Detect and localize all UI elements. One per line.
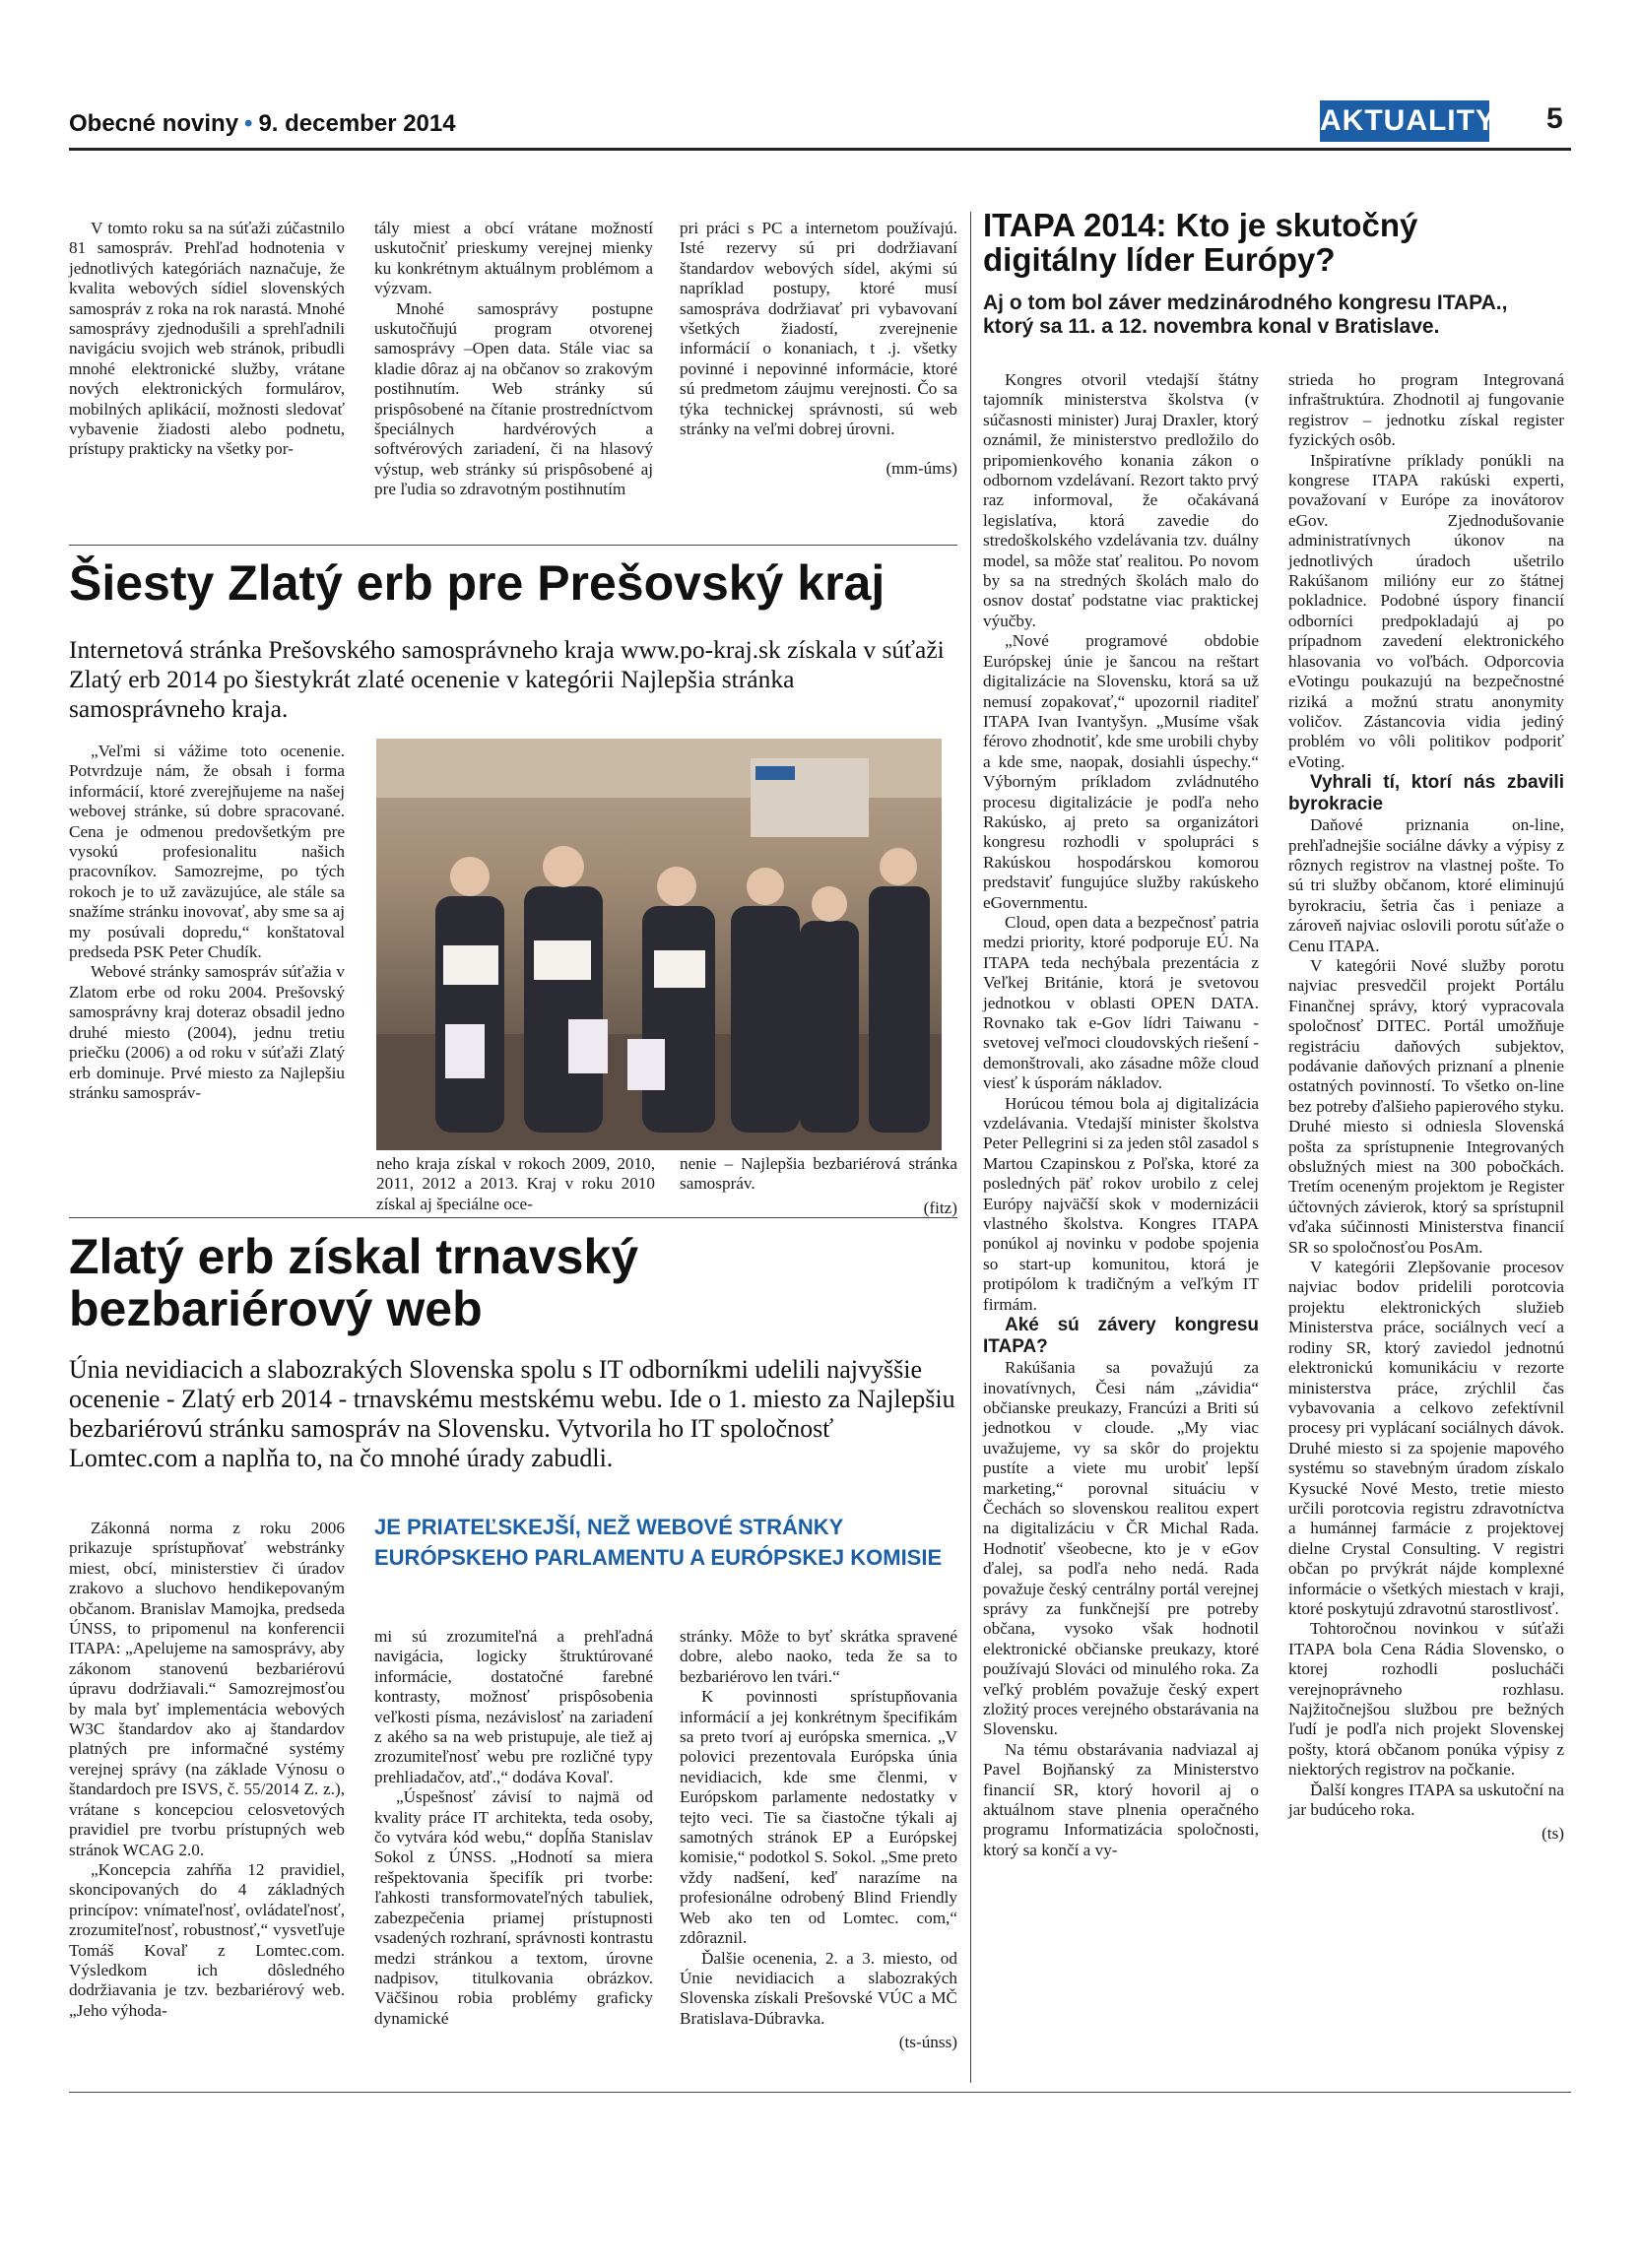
article-lead: Internetová stránka Prešovského samosprávneho kraja www.po-kraj.sk získala v súťaži Zlatý erb 2014 po šiestykrát zlaté ocenenie v kategórii Najlepšia stránka samosprávneho kraja. <box>69 635 945 723</box>
issue-date: 9. december 2014 <box>258 110 456 137</box>
paragraph: pri práci s PC a internetom používajú. Isté rezervy sú pri dodržiavaní štandardov webových sídel, akými sú napríklad postupy, ktoré musí samospráva dodržiavať pri vybavovaní všetkých žiadostí, zverejnenie informácií o konaniach, t .j. všetky povinné i nepovinné informácie, ktoré sú predmetom záujmu verejnosti. Čo sa týka technickej správnosti, sú web stránky na veľmi dobrej úrovni. <box>680 219 957 439</box>
article2-col-3 <box>680 1154 957 1218</box>
article-lead: Aj o tom bol záver medzinárodného kongresu ITAPA., ktorý sa 11. a 12. novembra konal v Bratislave. <box>983 292 1508 338</box>
paragraph: V tomto roku sa na súťaži zúčastnilo 81 samospráv. Prehľad hodnotenia v jednotlivých kategóriách naznačuje, že kvalita webových sídiel slovenských samospráv z roka na rok narastá. Mnohé samosprávy zjednodušili a sprehľadnili navigáciu svojich web stránok, pribudli mnohé elektronické služby, vrátane nových elektronických formulárov, mobilných aplikácií, možnosti sledovať vybavenie žiadosti alebo podnetu, prístupy prakticky na všetky por- <box>69 219 345 459</box>
paragraph: Daňové priznania on-line, prehľadnejšie sociálne dávky a výpisy z rôznych registrov na vlastnej pošte. To sú tri služby občanom, ktoré eliminujú byrokraciu, šetria čas i peniaze a zároveň najviac oslovili porotu súťaže o Cenu ITAPA. <box>1288 815 1564 955</box>
separator-dot: • <box>244 110 253 137</box>
author-signature: (ts) <box>1542 1824 1564 1844</box>
article2-col-2 <box>376 1154 655 1214</box>
intro-col-1 <box>69 219 345 460</box>
paragraph: Horúcou témou bola aj digitalizácia vzdelávania. Vtedajší minister školstva Peter Pellegrini si za jeden stôl zasadol s Martou Czapinskou z Poľska, ktoré za posledných päť rokov urobilo z celej Európy najväčší skok v modernizácii vlastného školstva. Kongres ITAPA ponúkol aj novinku v podobe spojenia so start-up komunitou, ktorá je protipólom k tradičným a veľkým IT firmám. <box>983 1093 1259 1314</box>
paragraph: Cloud, open data a bezpečnosť patria medzi priority, ktoré podporuje EÚ. Na ITAPA teda nechýbala prezentácia z Veľkej Británie, ktorá je svetovou jednotkou v oblasti OPEN DATA. Rovnako tak e-Gov lídri Taiwanu - svetovej veľmoci cloudovských riešení - demonštrovali, ako zásadne môže cloud viesť k úsporám nákladov. <box>983 912 1259 1093</box>
author-signature: (ts-únss) <box>898 2033 957 2052</box>
paragraph: tály miest a obcí vrátane možností uskutočniť prieskumy verejnej mienky ku konkrétnym aktuálnym problémom a výzvam. <box>374 219 653 298</box>
pull-quote-subhead: JE PRIATEĽSKEJŠÍ, NEŽ WEBOVÉ STRÁNKY EURÓPSKEHO PARLAMENTU A EURÓPSKEJ KOMISIE <box>374 1515 943 1570</box>
award-photo <box>376 739 942 1150</box>
divider <box>69 1217 957 1218</box>
article-title: Šiesty Zlatý erb pre Prešovský kraj <box>69 555 886 611</box>
section-subhead: Vyhrali tí, ktorí nás zbavili byrokracie <box>1288 772 1564 815</box>
paragraph: Ďalší kongres ITAPA sa uskutoční na jar budúceho roka. <box>1288 1780 1564 1820</box>
article3-col-1 <box>69 1519 345 2021</box>
paragraph: Na tému obstarávania nadviazal aj Pavel Bojňanský za Ministerstvo financií SR, ktorý hovoril aj o aktuálnom stave plnenia operačného programu Informatizácia spoločnosti, ktorý sa končí a vy- <box>983 1739 1259 1859</box>
page-number: 5 <box>1546 102 1563 135</box>
divider <box>69 545 957 546</box>
paragraph: „Nové programové obdobie Európskej únie je šancou na reštart digitalizácie na Slovensku, ktorá sa už nemusí zopakovať,“ upozornil riaditeľ ITAPA Ivan Ivantyšyn. „Musíme však férovo zhodnotiť, kde sme urobili chyby a kde sme, naopak, dosiahli úspechy.“ Výborným príkladom zvládnutého procesu digitalizácie je podľa neho Rakúsko, aj preto sa organizátori kongresu rozhodli v spolupráci s Rakúskou hospodárskou komorou predstaviť fungujúce služby rakúskeho eGovernmentu. <box>983 631 1259 912</box>
paragraph: Mnohé samosprávy postupne uskutočňujú program otvorenej samosprávy –Open data. Stále viac sa kladie dôraz aj na občanov so zrakovým postihnutím. Web stránky sú prispôsobené na čítanie prostredníctvom špeciálnych hardvérových a softvérových zariadení, či na hlasový výstup, web stránky sú prispôsobené aj pre ľudia so zdravotným postihnutím <box>374 298 653 499</box>
paragraph: Rakúšania sa považujú za inovatívnych, Česi nám „závidia“ občianske preukazy, Francúzi a Briti sú jednotkou v cloude. „My viac uvažujeme, vy sa skôr do projektu pustíte a viete mu urobiť lepší marketing,“ porovnal situáciu v Čechách so slovenskou realitou expert na digitalizáciu v ČR Michal Rada. Hodnotiť všeobecne, kto je v eGov ďalej, sa podľa neho nedá. Rada považuje český centrálny portál verejnej správy za funkčnejší pre potreby občana, vysoko však hodnotil elektronické občianske preukazy, ktoré používajú Slováci od minulého roka. Za veľký problém považuje český expert zložitý proces verejného obstarávania na Slovensku. <box>983 1358 1259 1739</box>
paragraph: K povinnosti sprístupňovania informácií a jej konkrétnym špecifikám sa preto tvorí aj európska smernica. „V polovici prezentovala Európska únia nevidiacich, kde sme členmi, v Európskom parlamente nedostatky v tejto veci. Tie sa čiastočne týkali aj samotných stránok EP a Európskej komisie,“ podotkol S. Sokol. „Sme preto vždy nadšení, keď narazíme na profesionálne odrobený Blind Friendly Web ako ten od Lomtec. com,“ zdôraznil. <box>680 1687 957 1948</box>
masthead <box>69 110 456 138</box>
article3-col-2 <box>374 1627 653 2029</box>
paragraph: nenie – Najlepšia bezbariérová stránka samospráv. <box>680 1154 957 1194</box>
author-signature: (fitz) <box>923 1198 957 1217</box>
column-divider <box>970 212 971 2083</box>
paragraph: neho kraja získal v rokoch 2009, 2010, 2011, 2012 a 2013. Kraj v roku 2010 získal aj špeciálne oce- <box>376 1154 655 1213</box>
paper-name: Obecné noviny <box>69 110 239 137</box>
paragraph: „Úspešnosť závisí to najmä od kvality práce IT architekta, teda osoby, čo vytvára kód webu,“ dopĺňa Stanislav Sokol z ÚNSS. „Hodnotí sa miera rešpektovania špecifík pri tvorbe: ľahkosti transformovateľných tabuliek, zabezpečenia priamej prístupnosti vsadených rozhraní, správnosti kontrastu medzi stránkou a textom, úrovne nadpisov, titulkovania obrázkov. Väčšinou robia problémy graficky dynamické <box>374 1787 653 2028</box>
article-lead: Únia nevidiacich a slabozrakých Slovenska spolu s IT odborníkmi udelili najvyššie ocenenie - Zlatý erb 2014 - trnavskému mestskému webu. Ide o 1. miesto za Najlepšiu bezbariérovú stránku samospráv na Slovensku. Vytvorila ho IT spoločnosť Lomtec.com a naplňa to, na čo mnohé úrady zabudli. <box>69 1355 955 1472</box>
paragraph: Zákonná norma z roku 2006 prikazuje sprístupňovať webstránky miest, obcí, ministerstiev či úradov zrakovo a sluchovo hendikepovaným občanom. Branislav Mamojka, predseda ÚNSS, to pripomenul na konferencii ITAPA: „Apelujeme na samosprávy, aby zákonom stanovenú bezbariérovú úpravu dodržiavali.“ Samozrejmosťou by mala byť implementácia webových W3C štandardov ako aj štandardov platných pre informačné systémy verejnej správy (na základe Výnosu o štandardoch pre ISVS, č. 55/2014 Z. z.), vrátane s koncepciou celosvetových pravidiel pre tvorbu prístupných web stránok WCAG 2.0. <box>69 1519 345 1859</box>
paragraph: Webové stránky samospráv súťažia v Zlatom erbe od roku 2004. Prešovský samosprávny kraj doteraz obsadil jedno druhé miesto (2004), jednu tretiu priečku (2006) a od roku v súťaži Zlatý erb dominuje. Prvé miesto za Najlepšiu stránku samospráv- <box>69 962 345 1102</box>
section-subhead: Aké sú závery kongresu ITAPA? <box>983 1315 1259 1358</box>
article2-col-1 <box>69 742 345 1103</box>
paragraph: „Veľmi si vážime toto ocenenie. Potvrdzuje nám, že obsah i forma informácií, ktoré zverejňujeme na našej webovej stránke, sú dobre spracované. Cena je odmenou predovšetkým pre vysokú profesionalitu našich pracovníkov. Samozrejme, po tých rokoch je to už zaväzujúce, ale stále sa snažíme stránku inovovať, aby sme sa aj my posúvali dopredu,“ konštatoval predseda PSK Peter Chudík. <box>69 742 345 962</box>
intro-col-3 <box>680 219 957 480</box>
paragraph: strieda ho program Integrovaná infraštruktúra. Zhodnotil aj fungovanie registrov – jednotku získal register fyzických osôb. <box>1288 370 1564 450</box>
paragraph: stránky. Môže to byť skrátka spravené dobre, alebo naoko, teda že sa to bezbariérovo len tvári.“ <box>680 1627 957 1686</box>
paragraph: Kongres otvoril vtedajší štátny tajomník ministerstva školstva (v súčasnosti minister) Juraj Draxler, ktorý oznámil, že ministerstvo predložilo do pripomienkového konania zákon o odbornom vzdelávaní. Rezort takto prvý raz informoval, že očakávaná legislatíva, ktorá zavedie do stredoškolského vzdelávania tzv. duálny model, sa môže stať realitou. Po novom by sa na stredných školách malo do osnov dostať podstatne viac praktickej výučby. <box>983 370 1259 630</box>
award-photo-illustration <box>376 739 942 1150</box>
paragraph: Ďalšie ocenenia, 2. a 3. miesto, od Únie nevidiacich a slabozrakých Slovenska získali Prešovské VÚC a MČ Bratislava-Dúbravka. <box>680 1948 957 2028</box>
paragraph: „Koncepcia zahŕňa 12 pravidiel, skoncipovaných do 4 základných princípov: vnímateľnosť, ovládateľnosť, zrozumiteľnosť, robustnosť,“ vysvetľuje Tomáš Kovaľ z Lomtec.com. Výsledkom ich dôsledného dodržiavania je tzv. bezbariérový web. „Jeho výhoda- <box>69 1859 345 2020</box>
article-title: Zlatý erb získal trnavský bezbariérový web <box>69 1229 639 1336</box>
author-signature: (mm-úms) <box>886 459 957 479</box>
paragraph: mi sú zrozumiteľná a prehľadná navigácia, logicky štruktúrované informácie, dostatočné farebné kontrasty, možnosť prispôsobenia veľkosti písma, nezávislosť na zariadení z akého sa na web pristupuje, ale tiež aj zrozumiteľnosť webu pre rozličné typy prehliadačov, atď.,“ dodáva Kovaľ. <box>374 1627 653 1786</box>
article1-col-1 <box>983 370 1259 1860</box>
header-rule <box>69 148 1571 151</box>
intro-col-2 <box>374 219 653 500</box>
paragraph: V kategórii Zlepšovanie procesov najviac bodov pridelili porotcovia projektu elektronických služieb Ministerstva práce, sociálnych vecí a rodiny SR, ktorý zaviedol jednotnú elektronickú komunikáciu v rezorte ministerstva práce, zrýchlil čas vybavovania a celkovo zefektívnil procesy pri vyplácaní sociálnych dávok. Druhé miesto si za spojenie mapového systému so stavebným úradom získalo Kysucké Nové Mesto, tretie miesto určili porotcovia registru zdravotníctva a humánnej farmácie z projektovej dielne Crystal Consulting. V registri občan po prvýkrát nájde komplexné informácie o všetkých miestach v kraji, ktoré poskytujú zdravotnú starostlivosť. <box>1288 1258 1564 1618</box>
article1-col-2 <box>1288 370 1564 1845</box>
paragraph: Inšpiratívne príklady ponúkli na kongrese ITAPA rakúski experti, považovaní v Európe za inovátorov eGov. Zjednodušovanie administratívnych úkonov na jednotlivých úradoch ušetrilo Rakúšanom milióny eur zo štátnej pokladnice. Podobné úspory financií odborníci predpokladajú aj po prípadnom zavedení elektronického hlasovania vo voľbách. Odporcovia eVotingu poukazujú na bezpečnostné riziká a možnú stratu anonymity voličov. Zástancovia vidia jediný problém vo vôli politikov podporiť eVoting. <box>1288 450 1564 771</box>
paragraph: V kategórii Nové služby porotu najviac presvedčil projekt Portálu Finančnej správy, ktorý vypracovala spoločnosť DITEC. Portál umožňuje registráciu daňových subjektov, podávanie daňových priznaní a plnenie ostatných povinností. To všetko on-line bez potreby ďalšieho papierového styku. Druhé miesto si odniesla Slovenská pošta za sprístupnenie Integrovaných obslužných miest na 300 pobočkách. Tretím oceneným projektom je Register účtovných závierok, ktorý sa sprístupnil vďaka súčinnosti Ministerstva financií SR so spoločnosťou PosAm. <box>1288 955 1564 1257</box>
paragraph: Tohtoročnou novinkou v súťaži ITAPA bola Cena Rádia Slovensko, o ktorej rozhodli poslucháči verejnoprávneho rozhlasu. Najžitočnejšou službou pre bežných ľudí je podľa nich projekt Slovenskej pošty, ktorá občanom ponúka výpisy z niektorých registrov na počkanie. <box>1288 1619 1564 1780</box>
article-title: ITAPA 2014: Kto je skutočný digitálny líder Európy? <box>983 207 1418 278</box>
footer-rule <box>69 2092 1571 2093</box>
article3-col-3 <box>680 1627 957 2053</box>
section-badge: AKTUALITY <box>1320 100 1489 142</box>
